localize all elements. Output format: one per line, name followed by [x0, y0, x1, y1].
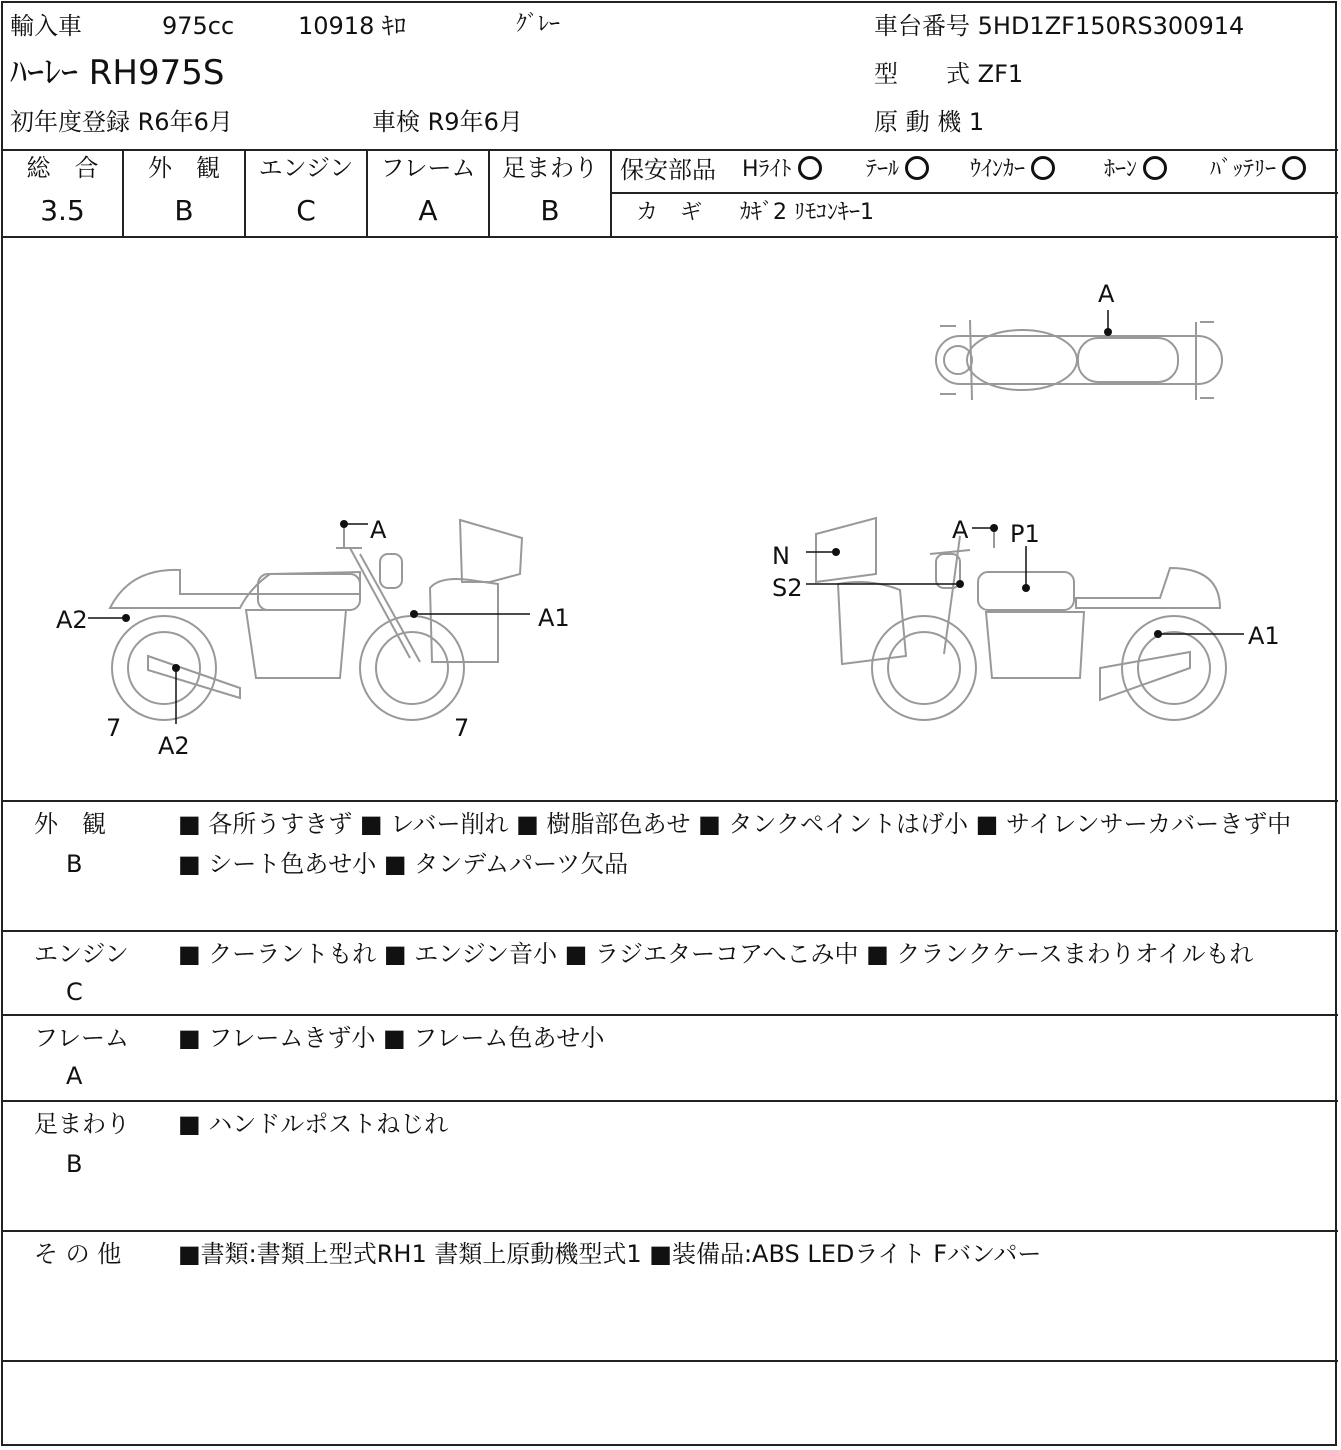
safety-item-battery: ﾊﾞｯﾃﾘｰ	[1210, 158, 1306, 182]
mark-left-a1: A1	[538, 604, 570, 632]
key-value: ｶｷﾞ2 ﾘﾓｺﾝｷｰ1	[740, 200, 874, 225]
remark-other-label: そ の 他	[34, 1240, 122, 1268]
model-type: 型 式 ZF1	[874, 60, 1024, 88]
key-label: カ ギ	[636, 200, 703, 225]
mileage: 10918 ｷﾛ	[298, 12, 406, 40]
remark-suspension-grade: B	[66, 1150, 83, 1178]
chassis-number: 車台番号 5HD1ZF150RS300914	[874, 12, 1245, 40]
damage-dot	[340, 520, 348, 528]
remark-suspension-line-1: ■ ハンドルポストねじれ	[178, 1110, 449, 1138]
maker-model: ﾊｰﾚｰ RH975S	[10, 53, 225, 93]
inspection: 車検 R9年6月	[372, 108, 523, 136]
left-side-outline	[110, 520, 522, 720]
engine-grade-label: エンジン	[258, 154, 354, 182]
safety-item-horn: ﾎｰﾝ	[1104, 158, 1167, 182]
damage-dot	[1104, 328, 1112, 336]
divider	[1, 1360, 1338, 1362]
exterior-value: B	[174, 194, 194, 227]
mark-right-s2: S2	[772, 574, 803, 602]
remark-frame-grade: A	[66, 1062, 83, 1090]
divider	[1, 1014, 1338, 1016]
divider	[612, 192, 1338, 194]
displacement: 975cc	[162, 12, 235, 40]
mark-right-p1: P1	[1010, 520, 1040, 548]
damage-dot	[172, 664, 180, 672]
remark-engine-grade: C	[66, 978, 83, 1006]
damage-dot	[122, 614, 130, 622]
ok-circle-icon	[1031, 156, 1055, 180]
mark-left-7-front: 7	[454, 714, 470, 742]
suspension-grade-label: 足まわり	[502, 154, 598, 182]
frame-grade-label: フレーム	[380, 154, 476, 182]
damage-dot	[832, 548, 840, 556]
mark-left-a: A	[370, 516, 387, 544]
ok-circle-icon	[798, 156, 822, 180]
damage-dot	[990, 524, 998, 532]
divider	[1, 1100, 1338, 1102]
damage-dot	[956, 580, 964, 588]
divider	[1, 1230, 1338, 1232]
remark-other-line-1: ■書類:書類上型式RH1 書類上原動機型式1 ■装備品:ABS LEDライト Fバンパー	[178, 1240, 1042, 1268]
divider	[1, 149, 1338, 151]
mark-top-a: A	[1098, 280, 1115, 308]
overall-label: 総 合	[26, 154, 99, 182]
damage-dot	[1154, 630, 1162, 638]
frame-grade-value: A	[418, 194, 438, 227]
mark-right-a1: A1	[1248, 622, 1280, 650]
remark-exterior-line-1: ■ 各所うすきず ■ レバー削れ ■ 樹脂部色あせ ■ タンクペイントはげ小 ■ サイレンサーカバーきず中	[178, 810, 1292, 838]
first-registration: 初年度登録 R6年6月	[10, 108, 233, 136]
overall-value: 3.5	[40, 194, 85, 227]
ok-circle-icon	[905, 156, 929, 180]
remark-frame-label: フレーム	[34, 1024, 130, 1052]
import-label: 輸入車	[10, 12, 82, 40]
safety-item-tail: ﾃｰﾙ	[866, 158, 929, 182]
motorcycle-diagram	[0, 238, 1341, 800]
mark-left-a2-muffler: A2	[158, 732, 190, 760]
divider	[1, 800, 1338, 802]
right-side-outline	[816, 518, 1226, 720]
mark-left-7-rear: 7	[106, 714, 122, 742]
ok-circle-icon	[1143, 156, 1167, 180]
damage-dot	[410, 610, 418, 618]
suspension-grade-value: B	[540, 194, 560, 227]
divider	[1, 930, 1338, 932]
exterior-label: 外 観	[148, 154, 220, 182]
mark-right-a: A	[952, 516, 969, 544]
damage-dot	[1022, 584, 1030, 592]
safety-label: 保安部品	[620, 156, 716, 184]
remark-exterior-label: 外 観	[34, 810, 106, 838]
remark-engine-label: エンジン	[34, 940, 129, 968]
ok-circle-icon	[1282, 156, 1306, 180]
safety-item-headlight: Hﾗｲﾄ	[742, 158, 822, 182]
remark-exterior-grade: B	[66, 850, 83, 878]
color: ｸﾞﾚｰ	[516, 12, 561, 37]
remark-engine-line-1: ■ クーラントもれ ■ エンジン音小 ■ ラジエターコアへこみ中 ■ クランクケースまわりオイルもれ	[178, 940, 1254, 968]
remark-suspension-label: 足まわり	[34, 1110, 130, 1138]
remark-exterior-line-2: ■ シート色あせ小 ■ タンデムパーツ欠品	[178, 850, 629, 878]
engine-model: 原 動 機 1	[874, 108, 985, 136]
top-view-outline	[936, 320, 1222, 400]
mark-left-a2-rear: A2	[56, 606, 88, 634]
mark-right-n: N	[772, 542, 790, 570]
remark-frame-line-1: ■ フレームきず小 ■ フレーム色あせ小	[178, 1024, 605, 1052]
safety-item-winker: ｳｲﾝｶｰ	[970, 158, 1055, 182]
engine-grade-value: C	[296, 194, 316, 227]
